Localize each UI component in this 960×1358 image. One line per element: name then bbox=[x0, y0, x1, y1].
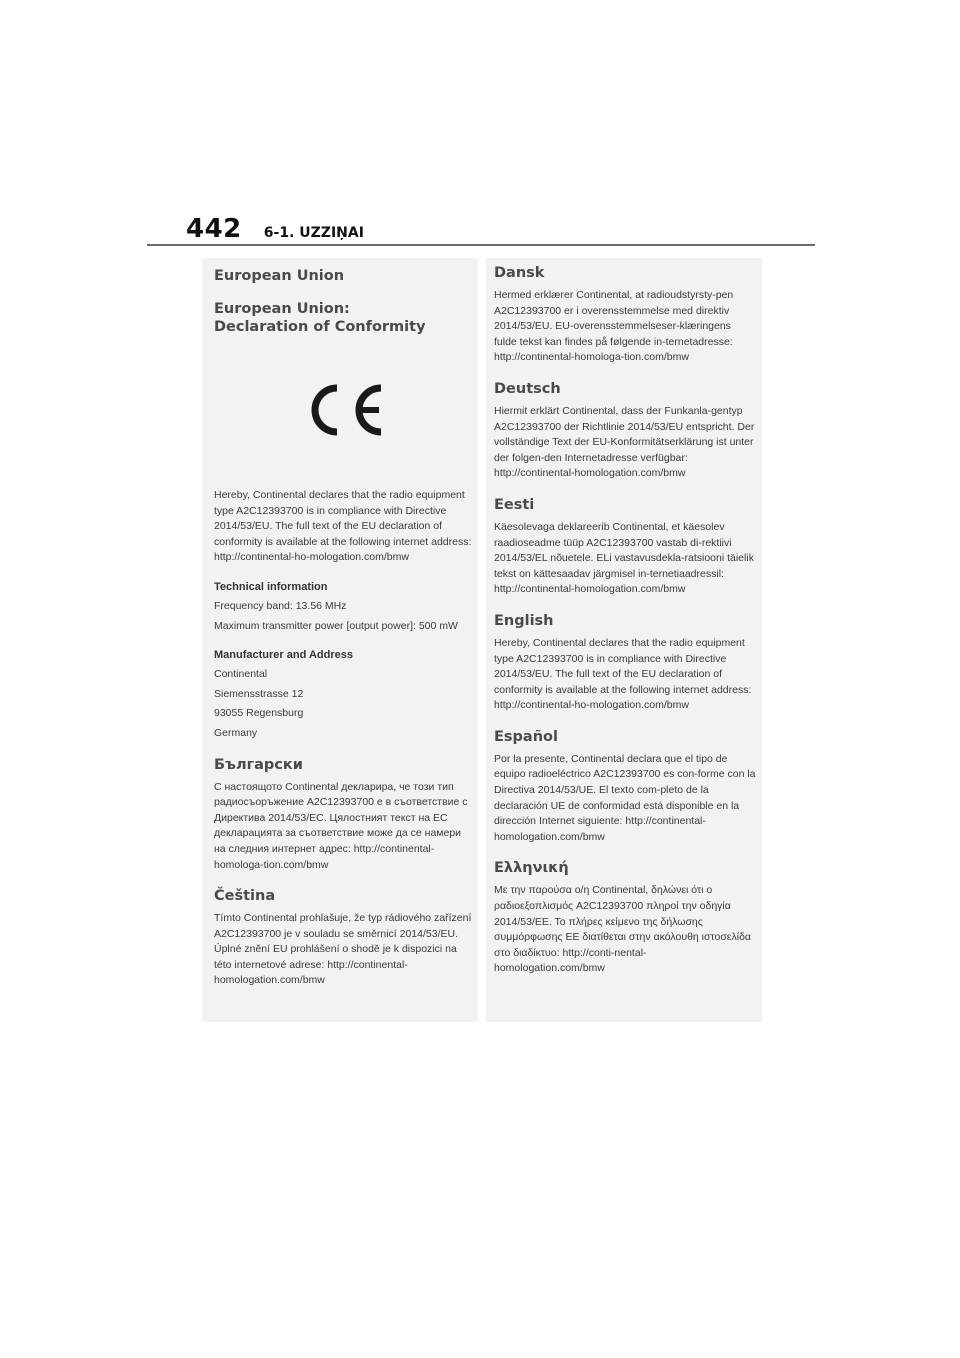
max-power: Maximum transmitter power [output power]: 500 mW bbox=[214, 619, 458, 632]
danish-heading: Dansk bbox=[494, 265, 545, 281]
spanish-heading: Español bbox=[494, 728, 558, 745]
ce-mark-icon bbox=[214, 340, 472, 480]
greek-text: Με την παρούσα ο/η Continental, δηλώνει ότι ο ραδιοεξοπλισμός A2C12393700 πληροί την οδηγία 2014/53/ΕΕ. Το πλήρες κείμενο της δήλωσης συμμόρφωσης ΕΕ διατίθεται στην ακόλουθη ιστοσελίδα στο διαδίκτυο: http://conti-nental-homologation.com/bmw bbox=[494, 884, 751, 975]
czech-text: Tímto Continental prohlašuje, že typ rádiového zařízení A2C12393700 je v souladu se směrnicí 2014/53/EU. Úplné znění EU prohlášení o shodě je k dispozici na této internetové adrese: http://continental-homologation.com/bmw bbox=[214, 912, 472, 987]
declaration-title: European Union: Declaration of Conformity bbox=[214, 301, 426, 335]
german-heading: Deutsch bbox=[494, 380, 561, 397]
czech-heading: Čeština bbox=[214, 888, 276, 905]
section-title: European Union bbox=[214, 268, 345, 284]
estonian-heading: Eesti bbox=[494, 496, 535, 513]
greek-heading: Ελληνική bbox=[494, 860, 569, 877]
danish-text: Hermed erklærer Continental, at radioudstyrsty-pen A2C12393700 er i overensstemmelse med direktiv 2014/53/EU. EU-overensstemmelseser-klæringens fulde tekst kan findes på følgende in-ternetadresse: http://continental-homologa-tion.com/bmw bbox=[494, 289, 734, 364]
left-column bbox=[202, 258, 478, 1022]
page-header bbox=[186, 214, 364, 244]
tech-info-heading: Technical information bbox=[214, 580, 328, 593]
spanish-text: Por la presente, Continental declara que el tipo de equipo radioeléctrico A2C12393700 es con-forme con la Directiva 2014/53/UE. El texto com-pleto de la declaración UE de conformidad está disponible en la dirección Internet siguiente: http://continental-homologation.com/bmw bbox=[494, 752, 756, 843]
estonian-text: Käesolevaga deklareerib Continental, et käesolev raadioseadme tüüp A2C12393700 vastab di-rektiivi 2014/53/EL nõuetele. ELi vastavusdekla-ratsiooni täielik tekst on kättesaadav järgmisel in-ternetiaadressil: http://continental-homologation.com/bmw bbox=[494, 520, 754, 596]
chapter-title: 6-1. UZZIŅAI bbox=[263, 225, 364, 241]
german-text: Hiermit erklärt Continental, dass der Funkanla-gentyp A2C12393700 der Richtlinie 2014/53/EU entspricht. Der vollständige Text der EU-Konformitätserklärung ist unter der folgen-den Internetadresse verfügbar: http://continental-homologation.com/bmw bbox=[494, 404, 755, 480]
page-number: 442 bbox=[186, 214, 242, 244]
right-column bbox=[486, 258, 762, 1022]
manufacturer-name: Continental bbox=[214, 668, 268, 681]
manufacturer-heading: Manufacturer and Address bbox=[214, 649, 353, 662]
frequency-band: Frequency band: 13.56 MHz bbox=[214, 599, 347, 612]
manufacturer-street: Siemensstrasse 12 bbox=[214, 687, 304, 700]
intro-paragraph: Hereby, Continental declares that the radio equipment type A2C12393700 is in compliance with Directive 2014/53/EU. The full text of the EU declaration of conformity is available at the following internet address: http://continental-ho-mologation.com/bmw bbox=[214, 489, 472, 564]
english-heading: English bbox=[494, 612, 554, 629]
header-rule bbox=[147, 244, 815, 246]
bulgarian-text: С настоящото Continental декларира, че този тип радиосъоръжение A2C12393700 е в съответствие с Директива 2014/53/ЕС. Цялостният текст на ЕС декларацията за съответствие може да се намери на следния интернет адрес: http://continental-homologa-tion.com/bmw bbox=[214, 780, 468, 871]
manufacturer-country: Germany bbox=[214, 726, 258, 739]
english-text: Hereby, Continental declares that the radio equipment type A2C12393700 is in compliance with Directive 2014/53/EU. The full text of the EU declaration of conformity is available at the following internet address: http://continental-ho-mologation.com/bmw bbox=[494, 636, 752, 712]
bulgarian-heading: Български bbox=[214, 756, 303, 773]
manufacturer-city: 93055 Regensburg bbox=[214, 707, 304, 720]
